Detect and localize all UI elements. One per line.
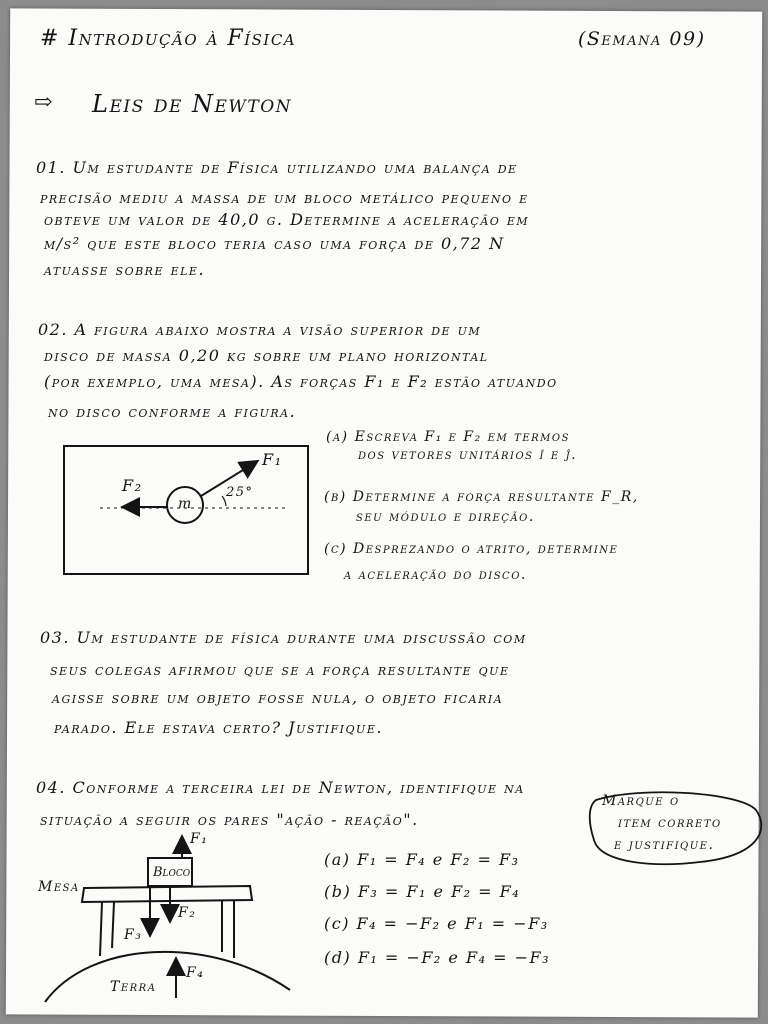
q4-line: 04. Conforme a terceira lei de Newton, identifique na — [36, 778, 525, 797]
q4-table-leg — [100, 902, 102, 956]
q1-line: precisão mediu a massa de um bloco metálico pequeno e — [40, 188, 529, 207]
q2-item-c-cont: a aceleração do disco. — [344, 567, 527, 583]
q4-f3-label: F₃ — [124, 927, 143, 943]
section-title: Leis de Newton — [92, 90, 293, 118]
q1-line: 01. Um estudante de Física utilizando uma balança de — [36, 158, 518, 177]
q2-item-b-cont: seu módulo e direção. — [356, 509, 535, 525]
q3-line: 03. Um estudante de física durante uma discussão com — [40, 628, 527, 647]
q4-earth-curve — [45, 952, 290, 1002]
section-arrow-icon: ⇨ — [34, 90, 54, 115]
q2-angle-label: 25° — [226, 485, 254, 500]
page-title: # Introdução à Física — [40, 26, 297, 51]
q2-line: disco de massa 0,20 kg sobre um plano horizontal — [44, 346, 489, 365]
q2-item-c: (c) Desprezando o atrito, determine — [324, 541, 619, 557]
q4-option-c: (c) F₄ = −F₂ e F₁ = −F₃ — [324, 914, 549, 933]
q2-item-b: (b) Determine a força resultante F_R, — [324, 489, 639, 505]
q4-option-d: (d) F₁ = −F₂ e F₄ = −F₃ — [324, 948, 550, 967]
q3-line: agisse sobre um objeto fosse nula, o objeto ficaria — [52, 688, 504, 707]
q4-note-line: item correto — [618, 815, 722, 831]
q4-line: situação a seguir os pares "ação - reação". — [40, 810, 419, 829]
q4-table-top — [82, 886, 252, 902]
q4-note-line: e justifique. — [614, 837, 715, 853]
q2-line: 02. A figura abaixo mostra a visão superior de um — [38, 320, 482, 339]
week-label: (Semana 09) — [578, 28, 706, 50]
q4-note-line: Marque o — [602, 793, 680, 809]
q4-block-label: Bloco — [153, 865, 191, 880]
q3-line: seus colegas afirmou que se a força resultante que — [50, 660, 510, 679]
q2-line: no disco conforme a figura. — [48, 402, 297, 421]
q4-table-label: Mesa — [38, 879, 80, 895]
q2-item-a-cont: dos vetores unitários î e ĵ. — [358, 447, 578, 463]
q3-line: parado. Ele estava certo? Justifique. — [54, 718, 383, 737]
q4-table-leg — [112, 902, 114, 948]
q2-line: (por exemplo, uma mesa). As forças F₁ e F₂ estão atuando — [44, 372, 558, 391]
q4-f4-label: F₄ — [186, 965, 205, 981]
q4-option-a: (a) F₁ = F₄ e F₂ = F₃ — [324, 850, 520, 869]
q2-mass-label: m — [178, 496, 193, 512]
q1-line: atuasse sobre ele. — [44, 260, 206, 279]
q4-f2-label: F₂ — [178, 905, 197, 921]
q2-f2-label: F₂ — [122, 476, 143, 495]
q4-earth-label: Terra — [110, 979, 157, 995]
q2-item-a: (a) Escreva F₁ e F₂ em termos — [326, 429, 570, 445]
q4-f1-label: F₁ — [190, 831, 209, 847]
q1-line: m/s² que este bloco teria caso uma força de 0,72 N — [44, 234, 505, 253]
q2-f1-label: F₁ — [262, 450, 283, 469]
q4-option-b: (b) F₃ = F₁ e F₂ = F₄ — [324, 882, 521, 901]
q1-line: obteve um valor de 40,0 g. Determine a aceleração em — [44, 210, 530, 229]
